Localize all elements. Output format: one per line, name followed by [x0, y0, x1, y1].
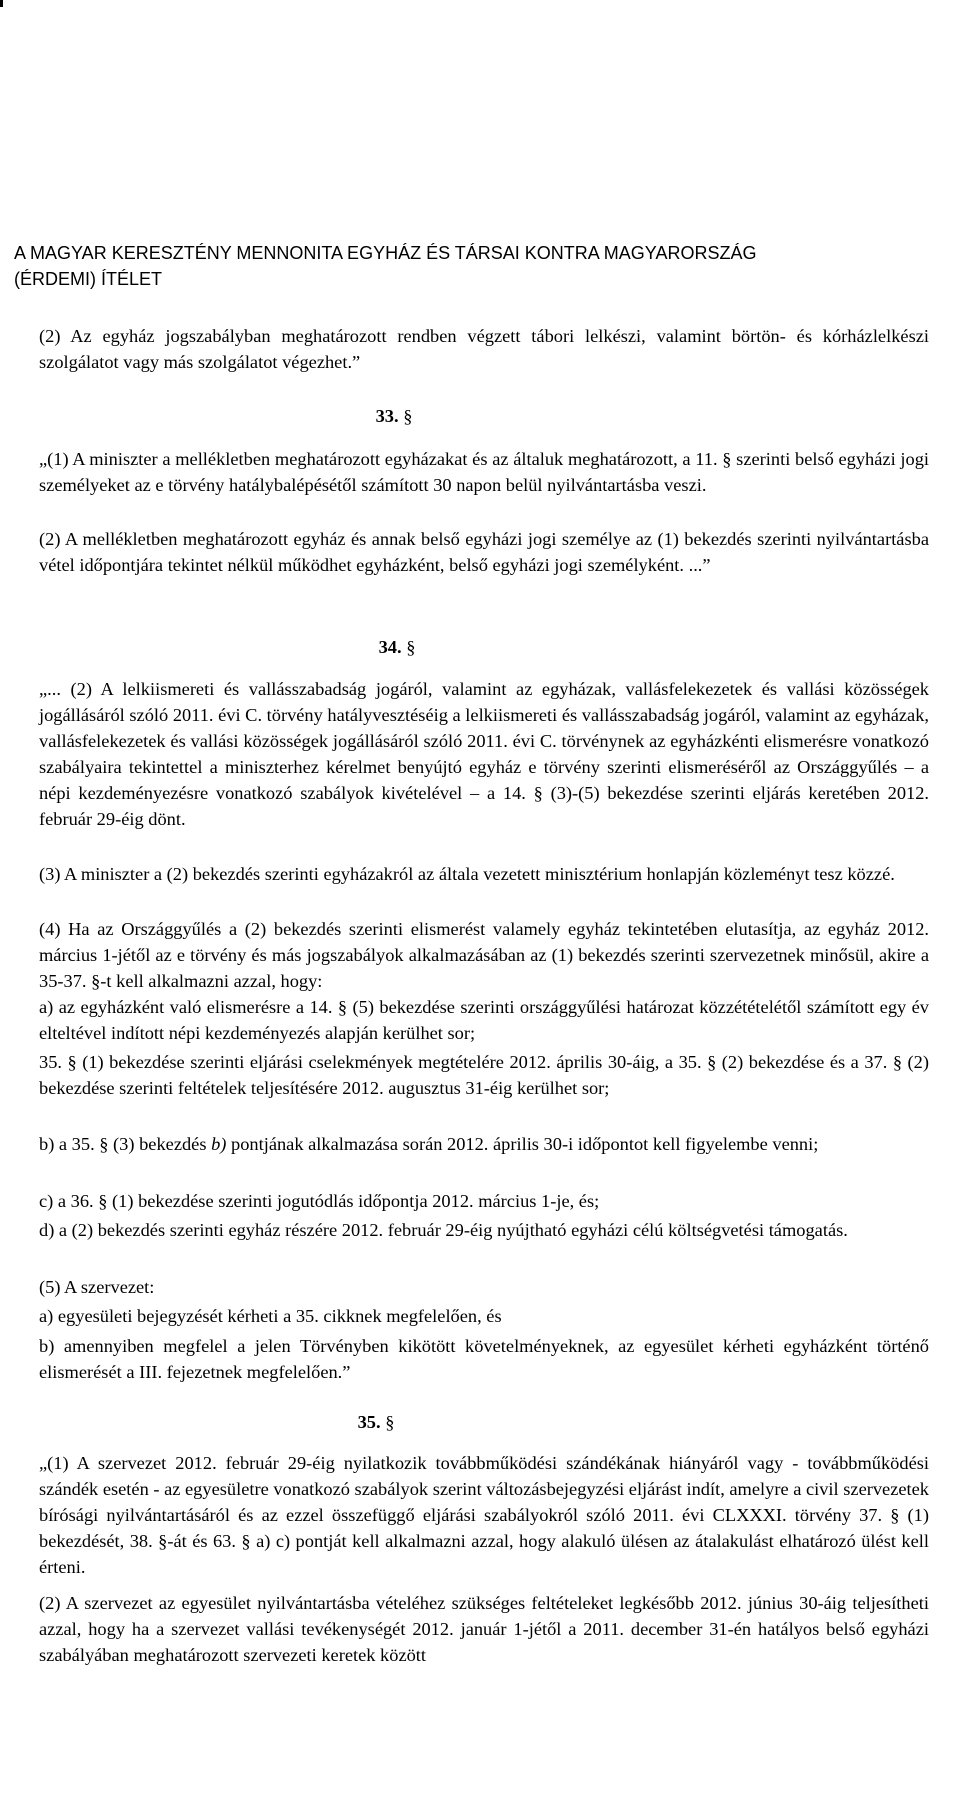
- section-heading-33: [294, 403, 494, 429]
- section-34-item-a: a) az egyházként való elismerésre a 14. § (5) bekezdése szerinti országgyűlési határozat közzétételétől számított egy év elteltével indított népi kezdeményezés alapján kerülhet sor;: [39, 997, 929, 1043]
- section-heading-34: [297, 634, 497, 660]
- paragraph-sign-icon: §: [406, 637, 416, 657]
- section-35-paragraph-1: „(1) A szervezet 2012. február 29-éig nyilatkozik továbbműködési szándékának hiányáról vagy - továbbműködési szándék esetén - az egyesületre vonatkozó szabályok szerint változásbejegyzési eljárást indít, amelyre a civil szervezetek bírósági nyilvántartásáról és az ezzel összefüggő eljárási szabályokról szóló 2011. évi CLXXXI. törvény 37. § (1) bekezdését, 38. §-át és 63. § a) c) pontját kell alkalmazni azzal, hogy alakuló ülésen az átalakulást elhatározó ülést kell érteni.: [39, 1453, 930, 1577]
- section-34-paragraph-5-item-b: b) amennyiben megfelel a jelen Törvényben kikötött követelményeknek, az egyesület kérheti egyházként történő elismerését a III. fejezetnek megfelelően.”: [39, 1336, 929, 1382]
- section-34-paragraph-5: (5) A szervezet:: [39, 1277, 155, 1297]
- section-34-paragraph-4: (4) Ha az Országgyűlés a (2) bekezdés szerinti elismerést valamely egyház tekintetében elutasítja, az egyház 2012. március 1-jétől az e törvény és más jogszabályok alkalmazásában az (1) bekezdés szerinti szervezetnek minősül, akire a 35-37. §-t kell alkalmazni azzal, hogy:: [39, 919, 929, 991]
- section-34-item-b: b) a 35. § (3) bekezdés b) pontjának alkalmazása során 2012. április 30-i időpontot kell figyelembe venni;: [39, 1134, 819, 1154]
- section-34-item-c: c) a 36. § (1) bekezdése szerinti jogutódlás időpontja 2012. március 1-je, és;: [39, 1191, 600, 1211]
- section-34-paragraph-5-item-a: a) egyesületi bejegyzését kérheti a 35. cikknek megfelelően, és: [39, 1306, 502, 1326]
- document-header: [14, 240, 944, 292]
- header-title-line1: A MAGYAR KERESZTÉNY MENNONITA EGYHÁZ ÉS TÁRSAI KONTRA MAGYARORSZÁG: [14, 243, 757, 263]
- section-number: 33.: [375, 406, 399, 426]
- section-number: 35.: [357, 1412, 381, 1432]
- paragraph-intro: (2) Az egyház jogszabályban meghatározott rendben végzett tábori lelkészi, valamint börtön- és kórházlelkészi szolgálatot vagy más szolgálatot végezhet.”: [39, 326, 929, 372]
- scan-corner-mark: [0, 0, 3, 7]
- section-33-paragraph-2: (2) A mellékletben meghatározott egyház és annak belső egyházi jogi személye az (1) bekezdés szerinti nyilvántartásba vétel időpontjára tekintet nélkül működhet egyházként, belső egyházi jogi személyként. ...”: [39, 529, 929, 575]
- paragraph-sign-icon: §: [385, 1412, 395, 1432]
- section-number: 34.: [378, 637, 402, 657]
- section-34-paragraph-2: „... (2) A lelkiismereti és vallásszabadság jogáról, valamint az egyházak, vallásfelekezetek és vallási közösségek jogállásáról szóló 2011. évi C. törvény hatályvesztéséig a lelkiismereti és vallásszabadság jogáról, valamint az egyházak, vallásfelekezetek és vallási közösségek jogállásáról szóló 2011. évi C. törvénynek az egyházkénti elismerésre vonatkozó szabályaira tekintettel a miniszterhez kérelmet benyújtó egyház e törvény szerinti elismeréséről az Országgyűlés – a népi kezdeményezésre vonatkozó szabályok kivételével – a 14. § (3)-(5) bekezdése szerinti eljárás keretében 2012. február 29-éig dönt.: [39, 679, 929, 829]
- section-35-paragraph-2: (2) A szervezet az egyesület nyilvántartásba vételéhez szükséges feltételeket legkésőbb 2012. június 30-áig teljesítheti azzal, hogy ha a szervezet vallási tevékenységét 2012. január 1-jétől a 2011. december 31-én hatályos belső egyházi szabályában meghatározott szervezeti keretek között: [39, 1593, 929, 1665]
- section-33-paragraph-1: „(1) A miniszter a mellékletben meghatározott egyházakat és az általuk meghatározott, a 11. § szerinti belső egyházi jogi személyeket az e törvény hatálybalépésétől számított 30 napon belül nyilvántartásba veszi.: [39, 449, 929, 495]
- header-title-line2: (ÉRDEMI) ÍTÉLET: [14, 269, 163, 289]
- paragraph-sign-icon: §: [403, 406, 413, 426]
- section-heading-35: [276, 1409, 476, 1435]
- section-34-paragraph-3: (3) A miniszter a (2) bekezdés szerinti egyházakról az általa vezetett minisztérium honlapján közleményt tesz közzé.: [39, 864, 895, 884]
- section-34-item-a-continued: 35. § (1) bekezdése szerinti eljárási cselekmények megtételére 2012. április 30-áig, a 35. § (2) bekezdése és a 37. § (2) bekezdése szerinti feltételek teljesítésére 2012. augusztus 31-éig kerülhet sor;: [39, 1052, 929, 1098]
- section-34-item-d: d) a (2) bekezdés szerinti egyház részére 2012. február 29-éig nyújtható egyházi célú költségvetési támogatás.: [39, 1220, 848, 1240]
